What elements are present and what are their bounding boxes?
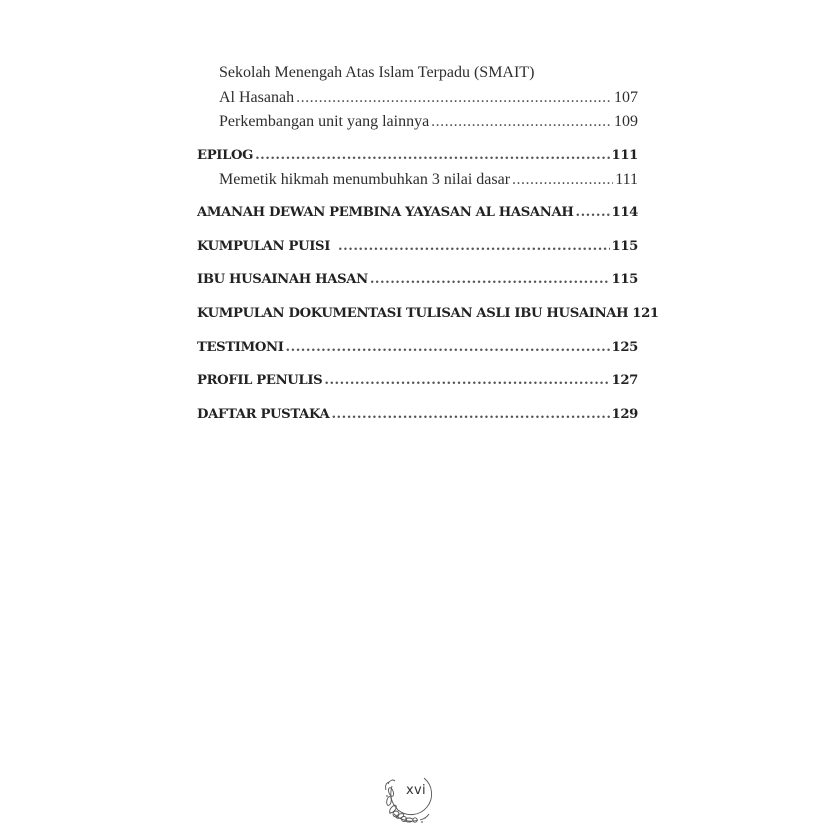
dot-leader (370, 269, 610, 291)
toc-entry-kumpulan-dokumentasi[interactable] (197, 303, 659, 325)
toc-entry-title: KUMPULAN PUISI (197, 239, 331, 254)
floral-wreath-icon (380, 770, 442, 826)
dot-leader (255, 145, 609, 167)
toc-entry-perkembangan[interactable] (197, 111, 638, 133)
toc-entry-page: 111 (615, 171, 638, 188)
toc-entry-ibu-husainah[interactable] (197, 269, 638, 291)
toc-entry-smait[interactable] (197, 62, 638, 84)
toc-entry-al-hasanah[interactable] (197, 87, 638, 109)
toc-entry-page: 125 (611, 340, 638, 355)
toc-entry-page: 114 (611, 205, 638, 220)
toc-entry-daftar-pustaka[interactable] (197, 404, 638, 426)
dot-leader (286, 337, 610, 359)
toc-entry-title: AMANAH DEWAN PEMBINA YAYASAN AL HASANAH (197, 205, 574, 220)
page-footer (380, 770, 442, 826)
toc-entry-memetik-hikmah[interactable] (197, 169, 638, 191)
toc-entry-page: 115 (611, 272, 638, 287)
toc-entry-page: 111 (611, 148, 638, 163)
toc-entry-page: 127 (611, 373, 638, 388)
toc-entry-title: IBU HUSAINAH HASAN (197, 272, 368, 287)
toc-entry-epilog[interactable] (197, 145, 638, 167)
toc-entry-kumpulan-puisi[interactable] (197, 236, 638, 258)
toc-entry-title: TESTIMONI (197, 340, 284, 355)
toc-entry-title: EPILOG (197, 148, 254, 163)
dot-leader (575, 202, 609, 224)
toc-entry-title: PROFIL PENULIS (197, 373, 323, 388)
page-number: xvi (406, 783, 426, 798)
toc-entry-page: 129 (611, 407, 638, 422)
dot-leader (512, 169, 613, 191)
toc-entry-title: DAFTAR PUSTAKA (197, 407, 330, 422)
toc-entry-testimoni[interactable] (197, 337, 638, 359)
toc-entry-page: 121 (632, 306, 659, 321)
dot-leader (338, 236, 609, 258)
toc-entry-title: Sekolah Menengah Atas Islam Terpadu (SMAIT) (219, 64, 535, 81)
toc-entry-title: Al Hasanah (219, 89, 295, 106)
dot-leader (431, 111, 612, 133)
toc-entry-profil-penulis[interactable] (197, 370, 638, 392)
toc-entry-page: 107 (614, 89, 638, 106)
toc-entry-page: 109 (614, 113, 638, 130)
toc-entry-page: 115 (611, 239, 638, 254)
dot-leader (331, 404, 609, 426)
toc-entry-title: KUMPULAN DOKUMENTASI TULISAN ASLI IBU HUSAINAH (197, 306, 629, 321)
dot-leader (296, 87, 612, 109)
toc-entry-amanah[interactable] (197, 202, 638, 224)
dot-leader (324, 370, 609, 392)
toc-entry-title: Memetik hikmah menumbuhkan 3 nilai dasar (219, 171, 511, 188)
toc-entry-title: Perkembangan unit yang lainnya (219, 113, 430, 130)
